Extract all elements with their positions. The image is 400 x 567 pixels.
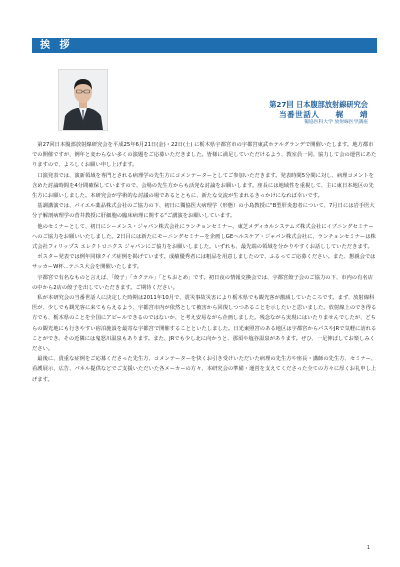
greeting-affiliation: 獨協医科大学 放射線医学講座 [304,120,368,125]
paragraph: ポスター発表では例年同様クイズ症例を掲げています。成績優秀者には粗品を用意しましたので、ふるってご応募ください。また、懇親会ではサッカーW杯...テニス大会を開催いたします。 [32,254,376,271]
portrait-photo [58,69,108,131]
paragraph: 第27回日本腹部放射線研究会を平成25年6月21日(金)・22日(土) に栃木県宇都宮市の宇都宮東武ホテルグランデで開催いたします。地方都市での開催ですが、例年と変わらない多くの演題をご応募いただきました。皆様に満足していただけるよう、教室員一同、協力して会の運営にあたりますので、よろしくお願い申し上げます。 [32,142,377,169]
greeting-role-name: 当番世話人 梶 靖 [278,110,368,119]
greeting-title: 第27回 日本腹部放射線研究会 [269,100,368,109]
section-title: 挨 拶 [40,40,73,51]
paragraph: 宇都宮で有名なものと言えば、「餃子」「カクテル」「とちおとめ」です。初日夜の情報交換会では、宇都宮餃子会のご協力の下、市内の有名店の中から2店の餃子を出していただきます。ご期待ください。 [32,274,373,291]
paragraph: 口演発表では、演新領域を専門とされる病理学の先生方にコメンテーターとしてご参加いただきます。発表時間5分間に対し、病理コメントを含めた討論時間を4分間確保していますので、会場の先生方からも活発な討論をお願いします。座長には地域性を重視して、主に東日本地区の先生方にお願いしました。本研究会が学術的な討議の場であるとともに、新たな交流が生まれるきっかけになれば幸いです。 [32,172,374,200]
paragraph: 基調講演では、バイエル薬品株式会社のご協力の下、初日に獨協医大病理学（形態）の小島教授に"B型肝炎患者について、7月日には岩手医大分子解剖病理学の菅井教授に肝細胞の臨床病理に関する"ご講演をお願いしています。 [32,203,375,220]
paragraph: 最後に、貴重な症例をご応募くださった先生方、コメンテーターを快くお引き受けいただいた病理の先生方や座長・講師の先生方、セミナー、看護展示、広告、パネル提供などでご支援いただいた各メーカーの方々、本研究会の準備・運営を支えてくださった全ての方々に厚くお礼申し上げます。 [32,356,377,383]
greeting-body [32,140,377,385]
header-bar [32,38,377,53]
paragraph: 他のセミナーとして、初日にシーメンス・ジャパン株式会社にランチョンセミナー、東芝メディカルシステムズ株式会社にイブニングセミナーへのご協力をお願いいたしました。2日目には新たにモーニングセミナーを企画しGEヘルスケア・ジャパン株式会社に、ランチョンセミナーは株式会社フィリップス エレクトロニクス ジャパンにご協力をお願いしました。いずれも、最先端の領域を分かりやすくお話ししていただきます。 [32,223,376,251]
paragraph: 私が本研究会の当番世話人に決定した時期は2011年10月で、震災事故災害により栃木県でも観光客が激減していたころです。まず、放射線科医が、少しでも観光客に来てもらえるよう、宇都宮市内が依然として被害から回復しつつあることを示したいと思いました。放射線上のでき得る方でも、栃木県のことを全国にアピールできるのではないか、と考え安易ながら企画しました。残念ながら実現にはいたりませんでしたが、どちらの観光地にも行きやすい宿泊施設を最寄な宇都宮で開催することといたしました。日光東照宮のある地区は宇都宮からバスやJRで気軽に訪れることができ、その近隣には鬼怒川温泉もあります。また、JRでも少し北に向かうと、那須や塩谷温泉があります。ぜひ、一足伸ばしてお楽しみください。 [32,295,377,353]
portrait-icon [59,70,107,130]
page-number: 1 [366,545,370,551]
